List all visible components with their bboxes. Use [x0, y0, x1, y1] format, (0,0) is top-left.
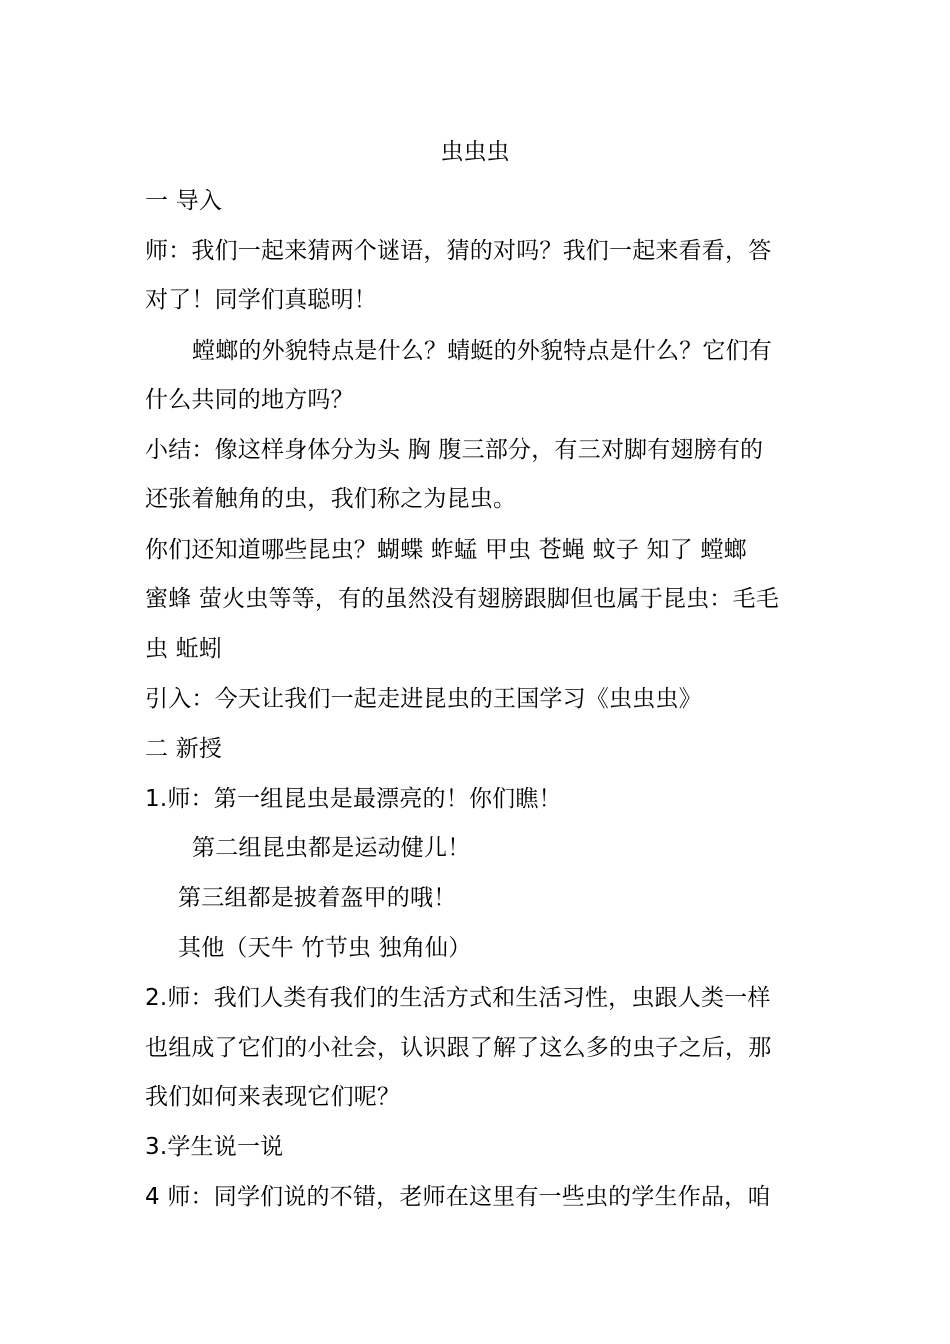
- paragraph-line: 师：我们一起来猜两个谜语，猜的对吗？我们一起来看看，答: [145, 238, 772, 264]
- paragraph-line: 第三组都是披着盔甲的哦！: [178, 885, 457, 911]
- paragraph-line: 1.师：第一组昆虫是最漂亮的！你们瞧！: [145, 786, 562, 812]
- paragraph-line: 螳螂的外貌特点是什么？蜻蜓的外貌特点是什么？它们有: [192, 338, 772, 364]
- paragraph-line: 引入：今天让我们一起走进昆虫的王国学习《虫虫虫》: [145, 686, 702, 712]
- paragraph-line: 对了！同学们真聪明！: [145, 287, 377, 313]
- paragraph-line: 也组成了它们的小社会，认识跟了解了这么多的虫子之后，那: [145, 1035, 772, 1061]
- section-heading-new-lesson: 二 新授: [145, 736, 223, 762]
- document-title: 虫虫虫: [440, 139, 510, 165]
- paragraph-line: 虫 蚯蚓: [145, 636, 223, 662]
- paragraph-line: 我们如何来表现它们呢？: [145, 1084, 401, 1110]
- paragraph-line: 小结：像这样身体分为头 胸 腹三部分，有三对脚有翅膀有的: [145, 437, 764, 463]
- paragraph-line: 你们还知道哪些昆虫？蝴蝶 蚱蜢 甲虫 苍蝇 蚊子 知了 螳螂: [145, 537, 747, 563]
- paragraph-line: 什么共同的地方吗？: [145, 387, 354, 413]
- paragraph-line: 其他（天牛 竹节虫 独角仙）: [178, 935, 472, 961]
- paragraph-line: 3.学生说一说: [145, 1134, 284, 1160]
- paragraph-line: 2.师：我们人类有我们的生活方式和生活习性，虫跟人类一样: [145, 985, 771, 1011]
- section-heading-intro: 一 导入: [145, 188, 223, 214]
- paragraph-line: 第二组昆虫都是运动健儿！: [192, 835, 471, 861]
- paragraph-line: 4 师：同学们说的不错，老师在这里有一些虫的学生作品，咱: [145, 1184, 771, 1210]
- paragraph-line: 还张着触角的虫，我们称之为昆虫。: [145, 486, 517, 512]
- paragraph-line: 蜜蜂 萤火虫等等，有的虽然没有翅膀跟脚但也属于昆虫：毛毛: [145, 586, 779, 612]
